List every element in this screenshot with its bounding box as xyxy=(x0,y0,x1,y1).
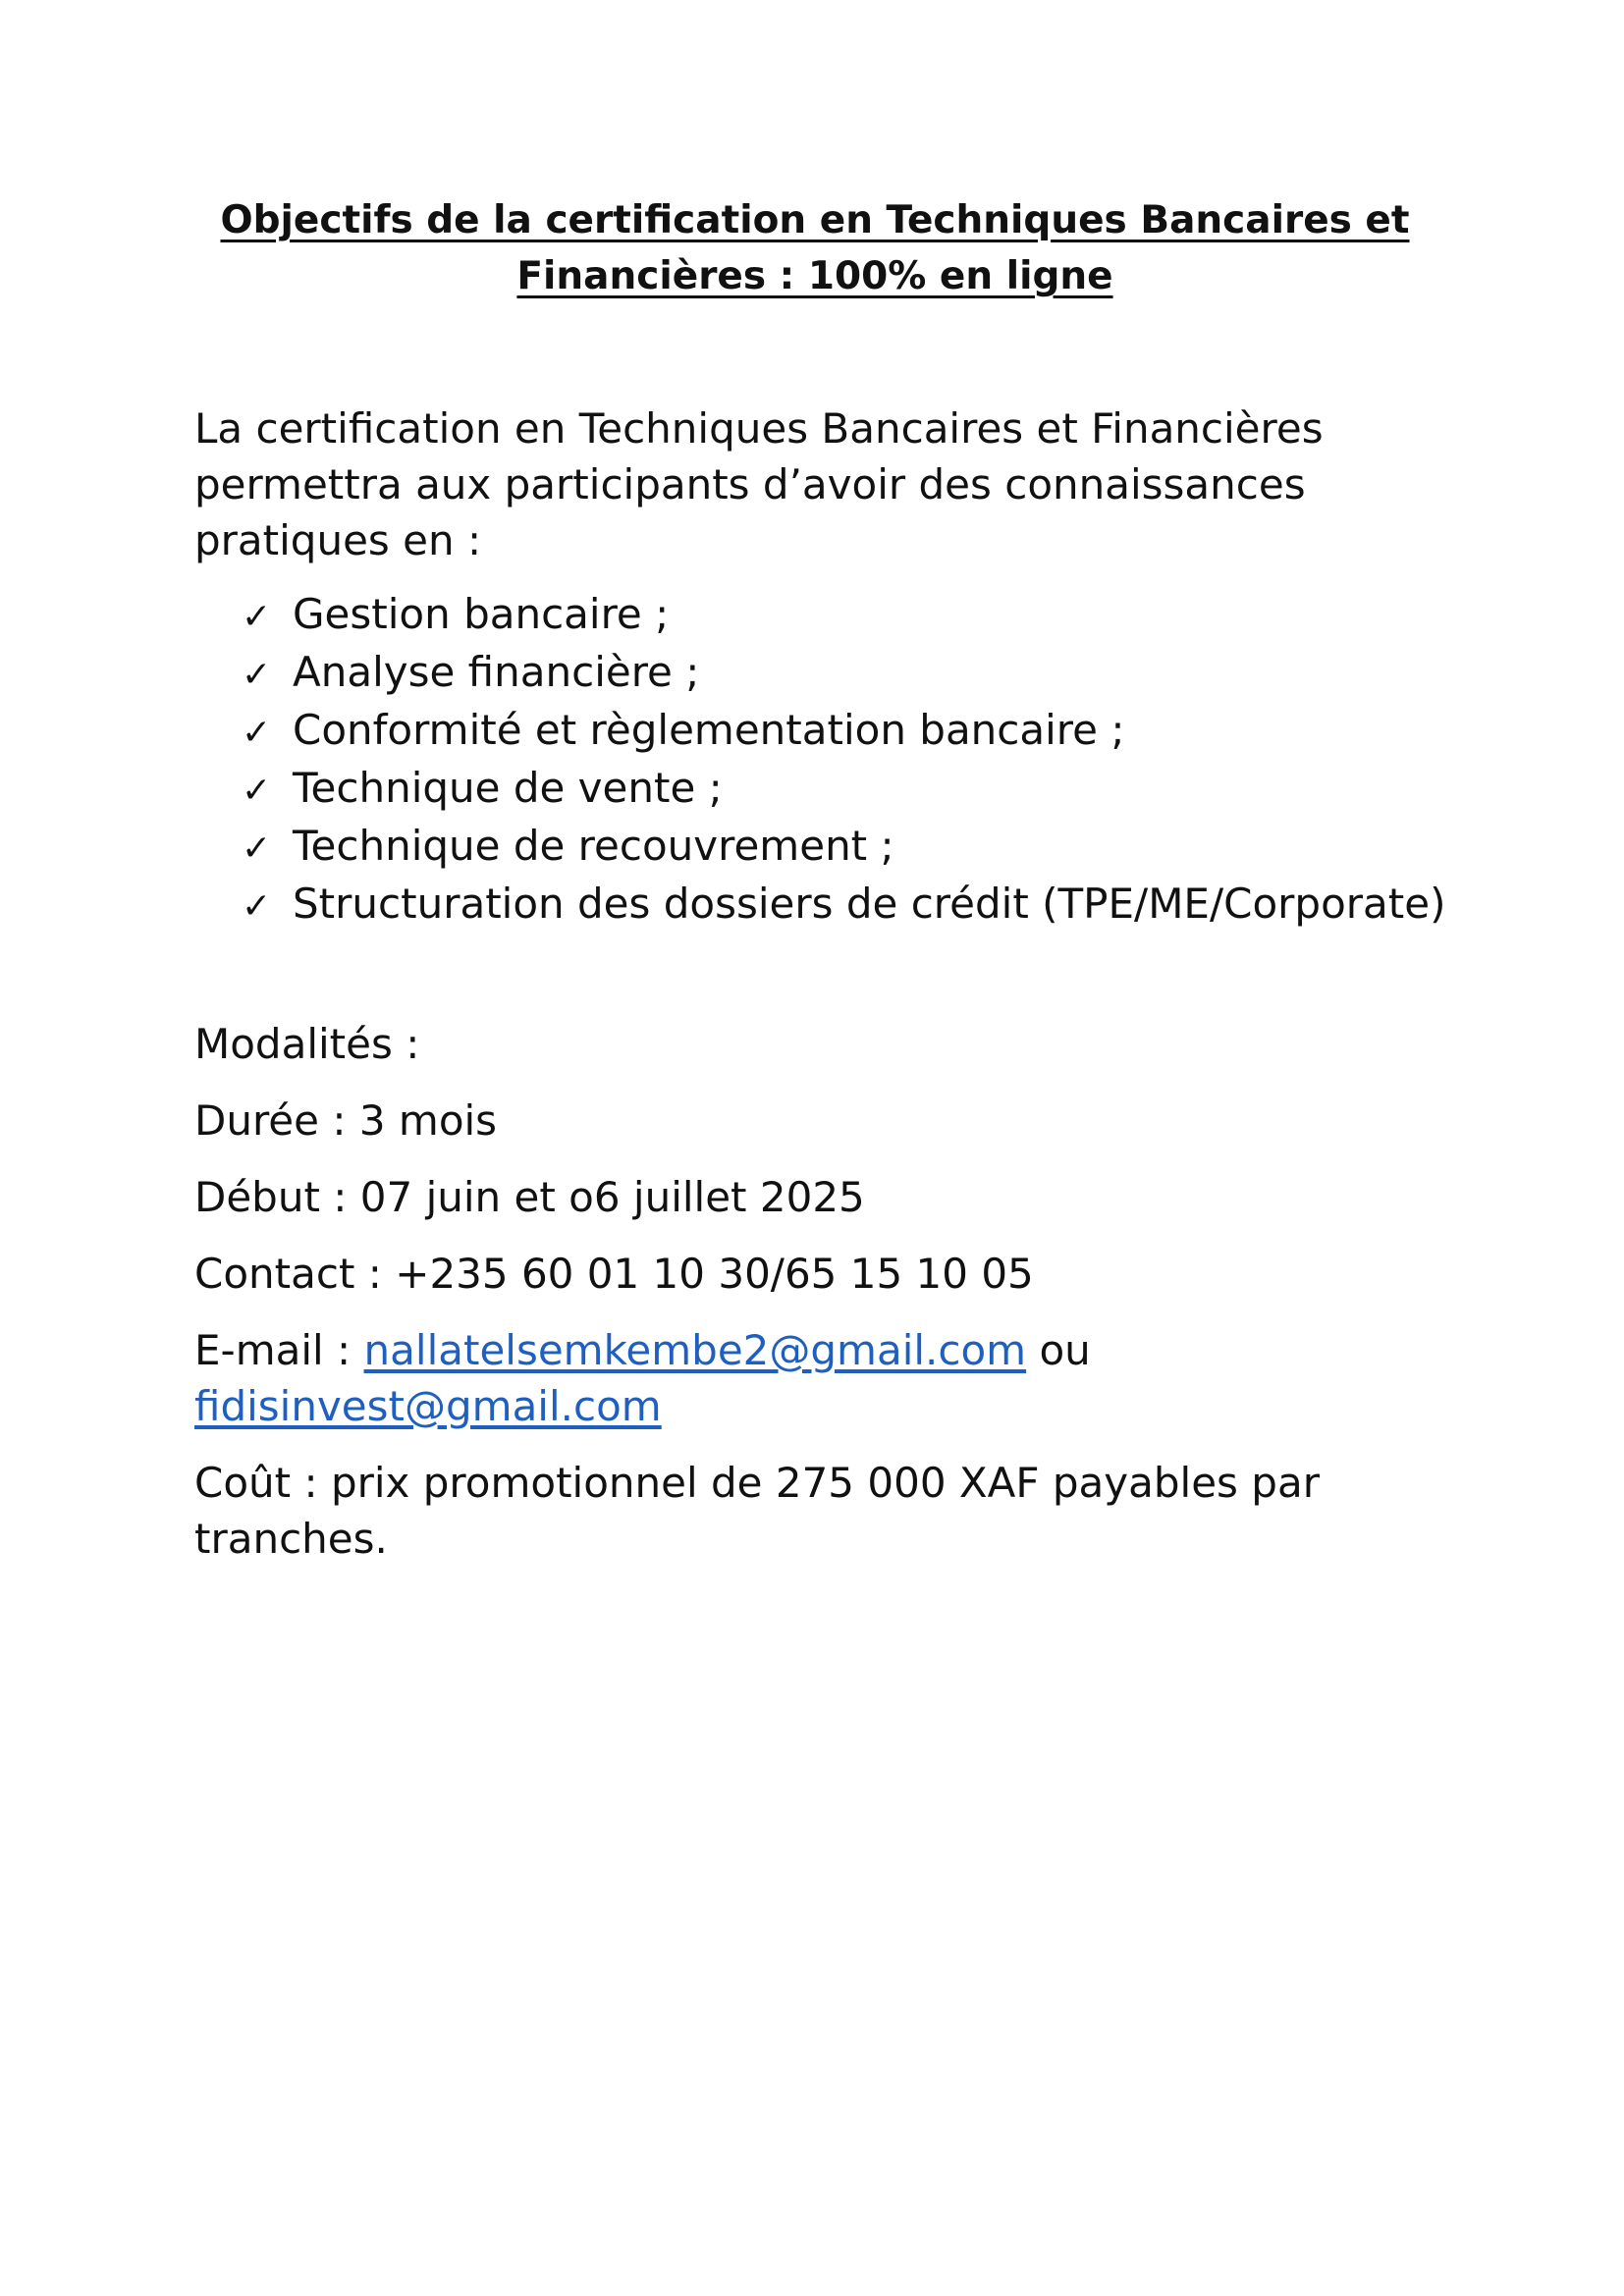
intro-paragraph: La certification en Techniques Bancaires et Financières permettra aux participants d’avoir des connaissances pratiques en : xyxy=(194,404,1324,564)
debut-line: Début : 07 juin et o6 juillet 2025 xyxy=(194,1173,865,1221)
email-joiner: ou xyxy=(1026,1326,1091,1374)
objective-item xyxy=(242,645,1445,703)
modalites-section xyxy=(194,1016,1422,1587)
duree-line: Durée : 3 mois xyxy=(194,1096,498,1145)
objective-text: Structuration des dossiers de crédit (TPE/ME/Corporate) xyxy=(293,880,1446,928)
check-icon: ✓ xyxy=(242,886,272,927)
objective-item xyxy=(242,703,1445,761)
check-icon: ✓ xyxy=(242,597,272,637)
check-icon: ✓ xyxy=(242,713,272,753)
email-link-primary[interactable]: nallatelsemkembe2@gmail.com xyxy=(363,1326,1027,1374)
objective-text: Technique de vente ; xyxy=(293,764,723,812)
check-icon: ✓ xyxy=(242,828,272,869)
objective-text: Gestion bancaire ; xyxy=(293,590,670,638)
objective-text: Conformité et règlementation bancaire ; xyxy=(293,706,1125,754)
check-icon: ✓ xyxy=(242,655,272,695)
objectives-list xyxy=(242,587,1445,934)
email-line xyxy=(194,1322,1422,1434)
modalites-heading: Modalités : xyxy=(194,1020,420,1068)
objective-item xyxy=(242,761,1445,819)
email-link-secondary[interactable]: fidisinvest@gmail.com xyxy=(194,1382,662,1430)
email-label: E-mail : xyxy=(194,1326,364,1374)
objective-text: Analyse financière ; xyxy=(293,648,700,696)
objective-item xyxy=(242,877,1445,934)
cout-line: Coût : prix promotionnel de 275 000 XAF payables par tranches. xyxy=(194,1459,1320,1563)
objective-text: Technique de recouvrement ; xyxy=(293,822,894,870)
objective-item xyxy=(242,587,1445,645)
contact-line: Contact : +235 60 01 10 30/65 15 10 05 xyxy=(194,1250,1034,1298)
objective-item xyxy=(242,819,1445,877)
page-title: Objectifs de la certification en Techniques Bancaires et Financières : 100% en ligne xyxy=(220,198,1410,298)
check-icon: ✓ xyxy=(242,771,272,811)
